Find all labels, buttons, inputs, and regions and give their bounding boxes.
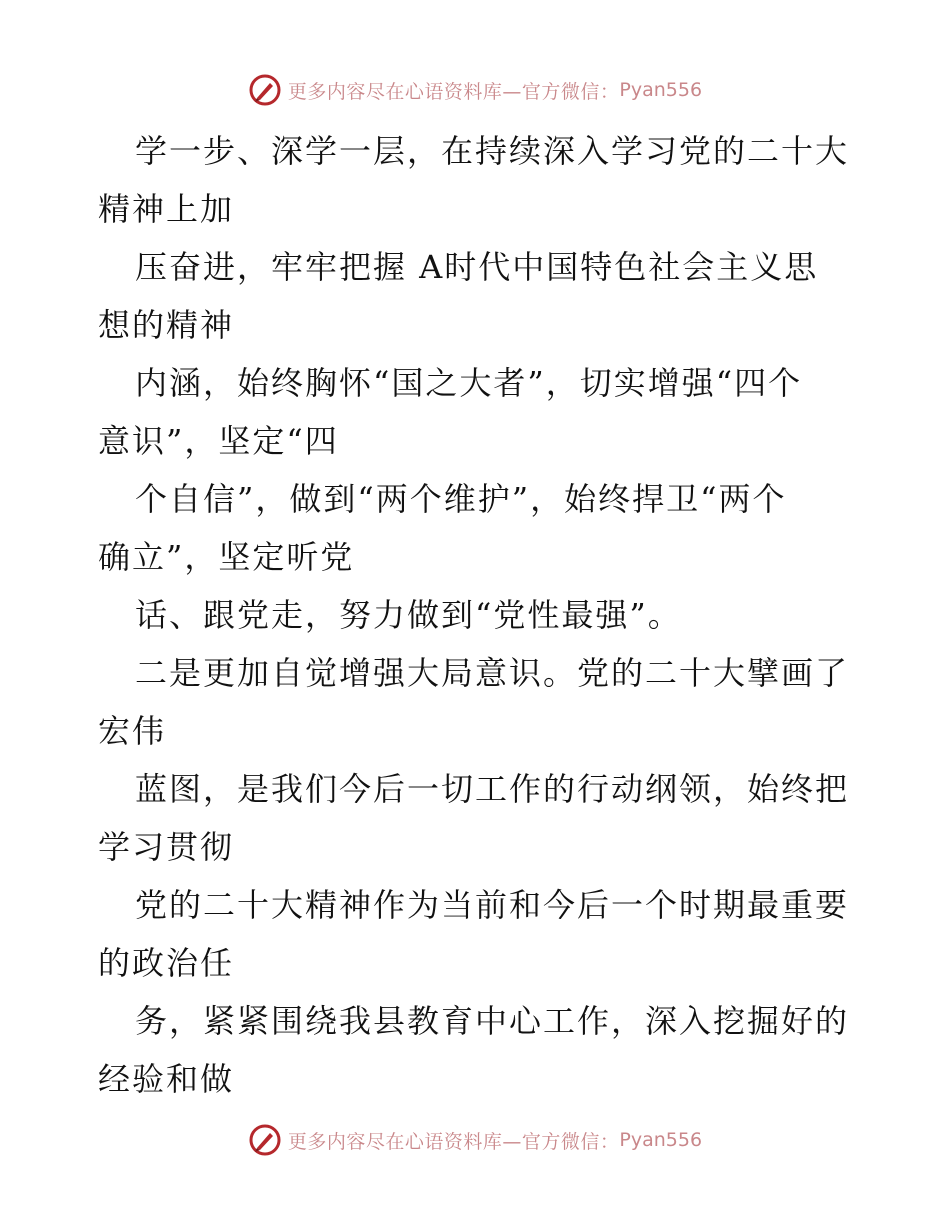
pen-logo-icon (248, 73, 282, 107)
text-line: 压奋进，牢牢把握 A时代中国特色社会主义思 (135, 248, 819, 286)
text-line: 经验和做 (98, 1060, 235, 1098)
text-line: 宏伟 (98, 712, 167, 750)
text-line: 党的二十大精神作为当前和今后一个时期最重要 (135, 886, 850, 924)
text-line: 想的精神 (98, 306, 235, 344)
text-line: 学习贯彻 (98, 828, 235, 866)
watermark-text: 更多内容尽在心语资料库—官方微信： (287, 80, 620, 103)
text-line: 学一步、深学一层，在持续深入学习党的二十大 (135, 132, 850, 170)
text-line: 意识”，坚定“四 (98, 422, 339, 460)
document-body (98, 122, 858, 1108)
text-line: 话、跟党走，努力做到“党性最强”。 (135, 596, 682, 634)
text-line: 蓝图，是我们今后一切工作的行动纲领，始终把 (135, 770, 850, 808)
text-line: 确立”，坚定听党 (98, 538, 355, 576)
watermark-wechat-id: Pyan556 (619, 1129, 703, 1151)
text-line: 内涵，始终胸怀“国之大者”，切实增强“四个 (135, 364, 803, 402)
watermark-wechat-id: Pyan556 (619, 79, 703, 101)
text-line: 的政治任 (98, 944, 235, 982)
text-line: 个自信”，做到“两个维护”，始终捍卫“两个 (135, 480, 787, 518)
header-watermark (0, 70, 950, 110)
text-line: 精神上加 (98, 190, 235, 228)
footer-watermark (0, 1120, 950, 1160)
watermark-text: 更多内容尽在心语资料库—官方微信： (287, 1130, 620, 1153)
text-line: 务，紧紧围绕我县教育中心工作，深入挖掘好的 (135, 1002, 850, 1040)
text-line: 二是更加自觉增强大局意识。党的二十大擘画了 (135, 654, 850, 692)
pen-logo-icon (248, 1123, 282, 1157)
